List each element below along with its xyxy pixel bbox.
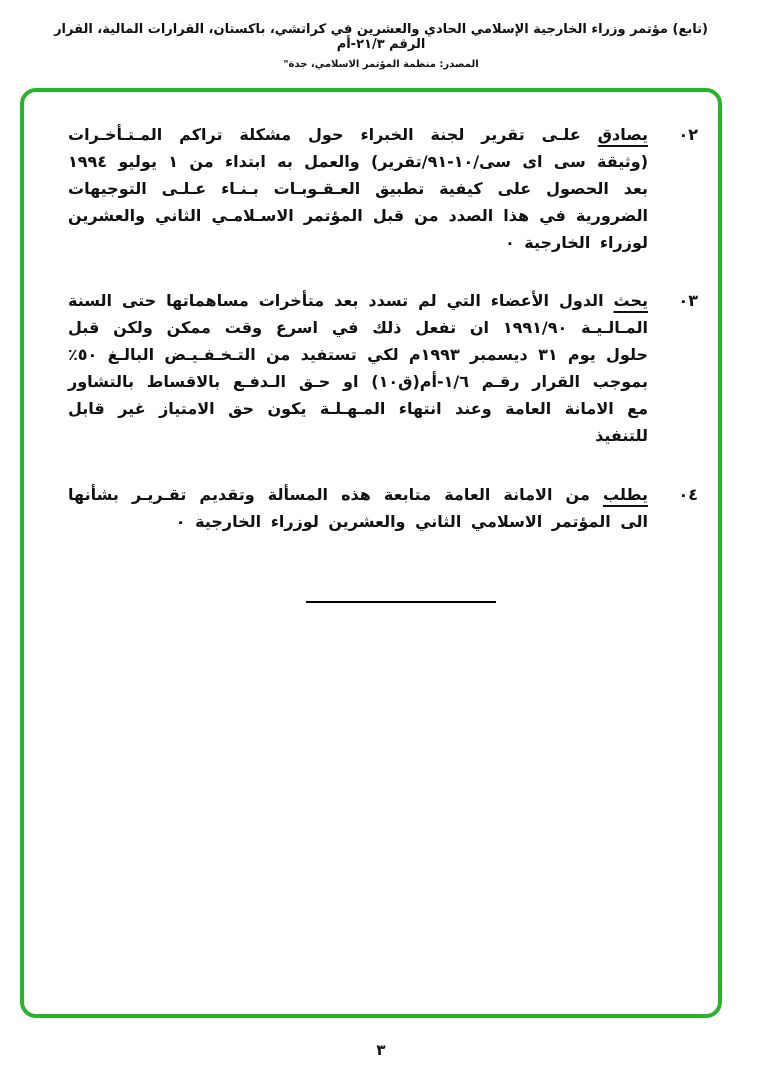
item-text <box>68 288 648 449</box>
header-source: المصدر: منظمة المؤتمر الاسلامي، جدة" <box>283 59 479 70</box>
item-text <box>68 122 648 256</box>
item-lead-word: يطلب <box>602 484 649 504</box>
resolution-item <box>68 482 698 536</box>
item-body-text: من الامانة العامة متابعة هذه المسألة وتقديم تقـريـر بشأنها الى المؤتمر الاسلامي الثاني والعشرين لوزراء الخارجية ٠ <box>68 484 648 531</box>
item-text <box>68 482 648 536</box>
item-lead-word: يحث <box>613 291 648 311</box>
resolution-item <box>68 288 698 449</box>
page-number: ٣ <box>376 1041 386 1059</box>
item-body-text: الدول الأعضاء التي لم تسدد بعد متأخرات مساهماتها حتى السنة المـالـيـة ١٩٩١/٩٠ ان تفعل ذلك في اسرع وقت ممكن ولكن قبل حلول يوم ٣١ ديسمبر ١٩٩٣م لكي تستفيد من التـخـفـيـض البالـغ ٥٠٪ بموجب القرار رقـم ١/٦-أم(ق١٠) او حـق الـدفـع بالاقساط بالتشاور مع الامانة العامة وعند انتهاء المـهـلـة يكون حق الامتياز غير قابل للتنفيذ <box>68 291 649 445</box>
green-annotation-frame <box>20 88 722 1018</box>
item-lead-word: يصادق <box>597 125 649 144</box>
item-body-text: علـى تقرير لجنة الخبراء حول مشكلة تراكم المـتـأخـرات (وثيقة سى اى سى/١٠-٩١/تقرير) والعمل به ابتداء من ١ يوليو ١٩٩٤ بعد الحصول على كيفية تطبيق العـقـوبـات بـنـاء عـلـى التوجيهات الضرورية في هذا الصدد من قبل المؤتمر الاسـلامـي الثاني والعشرين لوزراء الخارجية ٠ <box>68 125 649 252</box>
document-header <box>0 22 762 70</box>
item-number: ٠٤ <box>678 484 698 504</box>
document-body <box>24 92 718 603</box>
item-number: ٠٣ <box>678 291 698 311</box>
header-title: (تابع) مؤتمر وزراء الخارجية الإسلامي الحادي والعشرين في كراتشي، باكستان، القرارات المالية، القرار الرقم ٢١/٣-أم <box>54 22 708 52</box>
resolution-item <box>68 122 698 256</box>
item-number: ٠٢ <box>678 125 698 144</box>
section-end-divider <box>306 601 496 603</box>
